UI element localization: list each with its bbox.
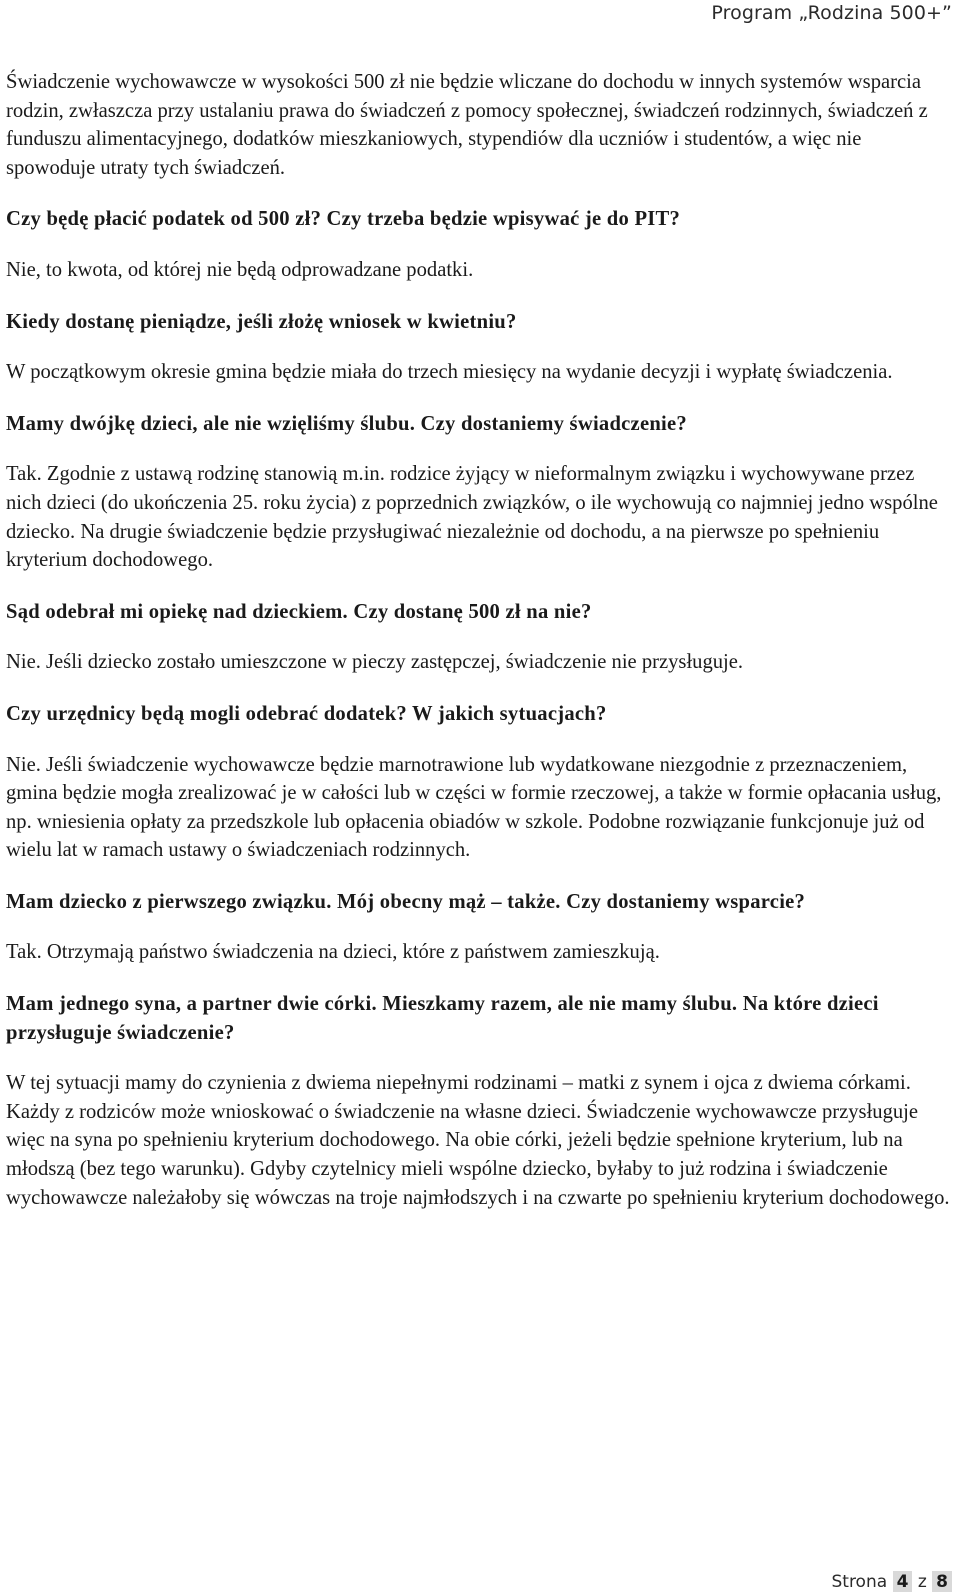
answer-blended-family: Tak. Otrzymają państwo świadczenia na dzieci, które z państwem zamieszkują. xyxy=(6,941,660,964)
answer-custody: Nie. Jeśli dziecko zostało umieszczone w pieczy zastępczej, świadczenie nie przysługuje. xyxy=(6,651,744,674)
question-payment-timing: Kiedy dostanę pieniądze, jeśli złożę wniosek w kwietniu? xyxy=(6,310,517,333)
intro-paragraph: Świadczenie wychowawcze w wysokości 500 zł nie będzie wliczane do dochodu w innych systemów wsparcia rodzin, zwłaszcza przy ustalaniu prawa do świadczeń z pomocy społecznej, świadczeń rodzinnych, świadczeń z funduszu alimentacyjnego, dodatków mieszkaniowych, stypendiów dla uczniów i studentów, a więc nie spowoduje utraty tych świadczeń. xyxy=(6,71,928,179)
page-footer xyxy=(831,1571,952,1592)
question-revoke-benefit: Czy urzędnicy będą mogli odebrać dodatek? W jakich sytuacjach? xyxy=(6,702,607,725)
answer-cohabiting-partners: W tej sytuacji mamy do czynienia z dwiema niepełnymi rodzinami – matki z synem i ojca z dwiema córkami. Każdy z rodziców może wnioskować o świadczenie na własne dzieci. Świadczenie wychowawcze przysługuje więc na syna po spełnieniu kryterium dochodowego. Na obie córki, jeżeli będzie spełnione kryterium, lub na młodszą (bez tego warunku). Gdyby czytelnicy mieli wspólne dziecko, byłaby to już rodzina i świadczenie wychowawcze należałoby się wówczas na troje najmłodszych i na czwarte po spełnieniu kryterium dochodowego. xyxy=(6,1072,950,1209)
question-unmarried-couple: Mamy dwójkę dzieci, ale nie wzięliśmy ślubu. Czy dostaniemy świadczenie? xyxy=(6,412,687,435)
running-header: Program „Rodzina 500+” xyxy=(711,2,952,24)
answer-payment-timing: W początkowym okresie gmina będzie miała do trzech miesięcy na wydanie decyzji i wypłatę świadczenia. xyxy=(6,361,893,384)
answer-tax: Nie, to kwota, od której nie będą odprowadzane podatki. xyxy=(6,258,474,281)
question-tax: Czy będę płacić podatek od 500 zł? Czy trzeba będzie wpisywać je do PIT? xyxy=(6,208,681,231)
answer-revoke-benefit: Nie. Jeśli świadczenie wychowawcze będzie marnotrawione lub wydatkowane niezgodnie z przeznaczeniem, gmina będzie mogła zrealizować je w całości lub w części w formie rzeczowej, a także w formie opłacania usług, np. wniesienia opłaty za przedszkole lub opłacenia obiadów w szkole. Podobne rozwiązanie funkcjonuje już od wielu lat w ramach ustawy o świadczeniach rodzinnych. xyxy=(6,753,942,862)
page-current: 4 xyxy=(893,1571,913,1592)
question-custody: Sąd odebrał mi opiekę nad dzieckiem. Czy dostanę 500 zł na nie? xyxy=(6,600,592,623)
page-separator: z xyxy=(917,1572,927,1592)
document-body xyxy=(6,68,952,1235)
question-cohabiting-partners: Mam jednego syna, a partner dwie córki. Mieszkamy razem, ale nie mamy ślubu. Na które dzieci przysługuje świadczenie? xyxy=(6,993,879,1044)
question-blended-family: Mam dziecko z pierwszego związku. Mój obecny mąż – także. Czy dostaniemy wsparcie? xyxy=(6,890,806,913)
page-label: Strona xyxy=(831,1572,888,1592)
page-total: 8 xyxy=(932,1571,952,1592)
answer-unmarried-couple: Tak. Zgodnie z ustawą rodzinę stanowią m.in. rodzice żyjący w nieformalnym związku i wychowywane przez nich dzieci (do ukończenia 25. roku życia) z poprzednich związków, o ile wychowują co najmniej jedno wspólne dziecko. Na drugie świadczenie będzie przysługiwać niezależnie od dochodu, a na pierwsze po spełnieniu kryterium dochodowego. xyxy=(6,463,938,572)
